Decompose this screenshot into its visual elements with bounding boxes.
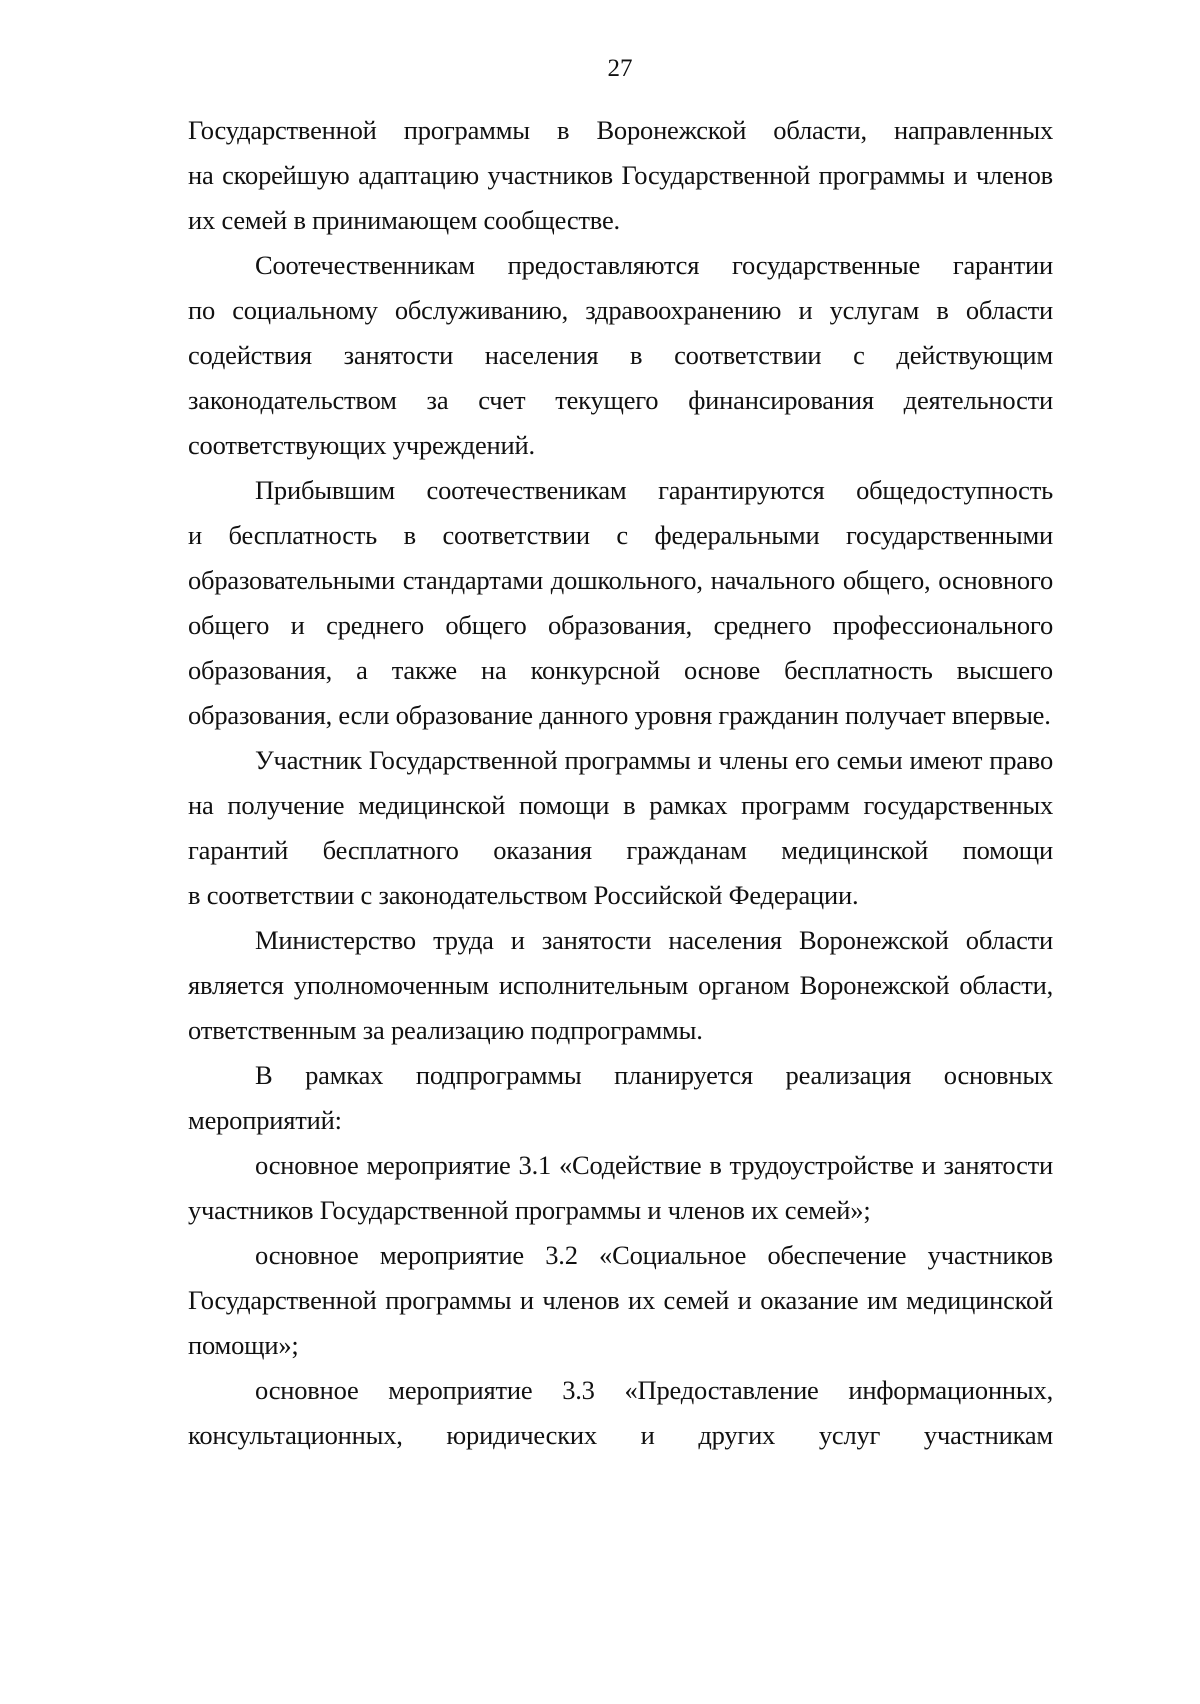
text-line: законодательством за счет текущего финансирования деятельности [188,385,1053,415]
text-line: образования, если образование данного уровня гражданин получает впервые. [188,700,1051,730]
text-line: Министерство труда и занятости населения Воронежской области [255,925,1053,955]
text-line: ответственным за реализацию подпрограммы. [188,1015,703,1045]
text-line: является уполномоченным исполнительным органом Воронежской области, [188,970,1053,1000]
paragraph-education-guarantees [188,468,1053,738]
text-line: на скорейшую адаптацию участников Государственной программы и членов [188,160,1053,190]
text-line: в соответствии с законодательством Российской Федерации. [188,880,859,910]
text-line: по социальному обслуживанию, здравоохранению и услугам в области [188,295,1053,325]
text-line: соответствующих учреждений. [188,430,535,460]
text-line: основное мероприятие 3.2 «Социальное обеспечение участников [255,1240,1053,1270]
text-line: участников Государственной программы и членов их семей»; [188,1195,871,1225]
text-line: мероприятий: [188,1105,342,1135]
text-line: основное мероприятие 3.3 «Предоставление информационных, [255,1375,1053,1405]
text-line: основное мероприятие 3.1 «Содействие в трудоустройстве и занятости [255,1150,1053,1180]
text-line: консультационных, юридических и других услуг участникам [188,1420,1053,1450]
list-item-activity-3-1 [188,1143,1053,1233]
paragraph-state-guarantees [188,243,1053,468]
text-line: гарантий бесплатного оказания гражданам медицинской помощи [188,835,1053,865]
text-line: Участник Государственной программы и члены его семьи имеют право [255,745,1053,775]
text-line: Прибывшим соотечественикам гарантируются общедоступность [255,475,1053,505]
list-item-activity-3-2 [188,1233,1053,1368]
text-line: на получение медицинской помощи в рамках программ государственных [188,790,1053,820]
text-line: их семей в принимающем сообществе. [188,205,620,235]
text-line: В рамках подпрограммы планируется реализация основных [255,1060,1053,1090]
text-line: и бесплатность в соответствии с федеральными государственными [188,520,1053,550]
text-line: Государственной программы в Воронежской области, направленных [188,115,1053,145]
page-number: 27 [607,55,633,82]
text-line: образовательными стандартами дошкольного, начального общего, основного [188,565,1053,595]
list-item-activity-3-3 [188,1368,1053,1458]
document-body [188,108,1053,1458]
text-line: образования, а также на конкурсной основе бесплатность высшего [188,655,1053,685]
text-line: Соотечественникам предоставляются государственные гарантии [255,250,1053,280]
paragraph-medical-care [188,738,1053,918]
text-line: помощи»; [188,1330,299,1360]
paragraph-program-adaptation [188,108,1053,243]
paragraph-responsible-ministry [188,918,1053,1053]
text-line: Государственной программы и членов их семей и оказание им медицинской [188,1285,1053,1315]
text-line: общего и среднего общего образования, среднего профессионального [188,610,1053,640]
paragraph-planned-activities [188,1053,1053,1143]
text-line: содействия занятости населения в соответствии с действующим [188,340,1053,370]
